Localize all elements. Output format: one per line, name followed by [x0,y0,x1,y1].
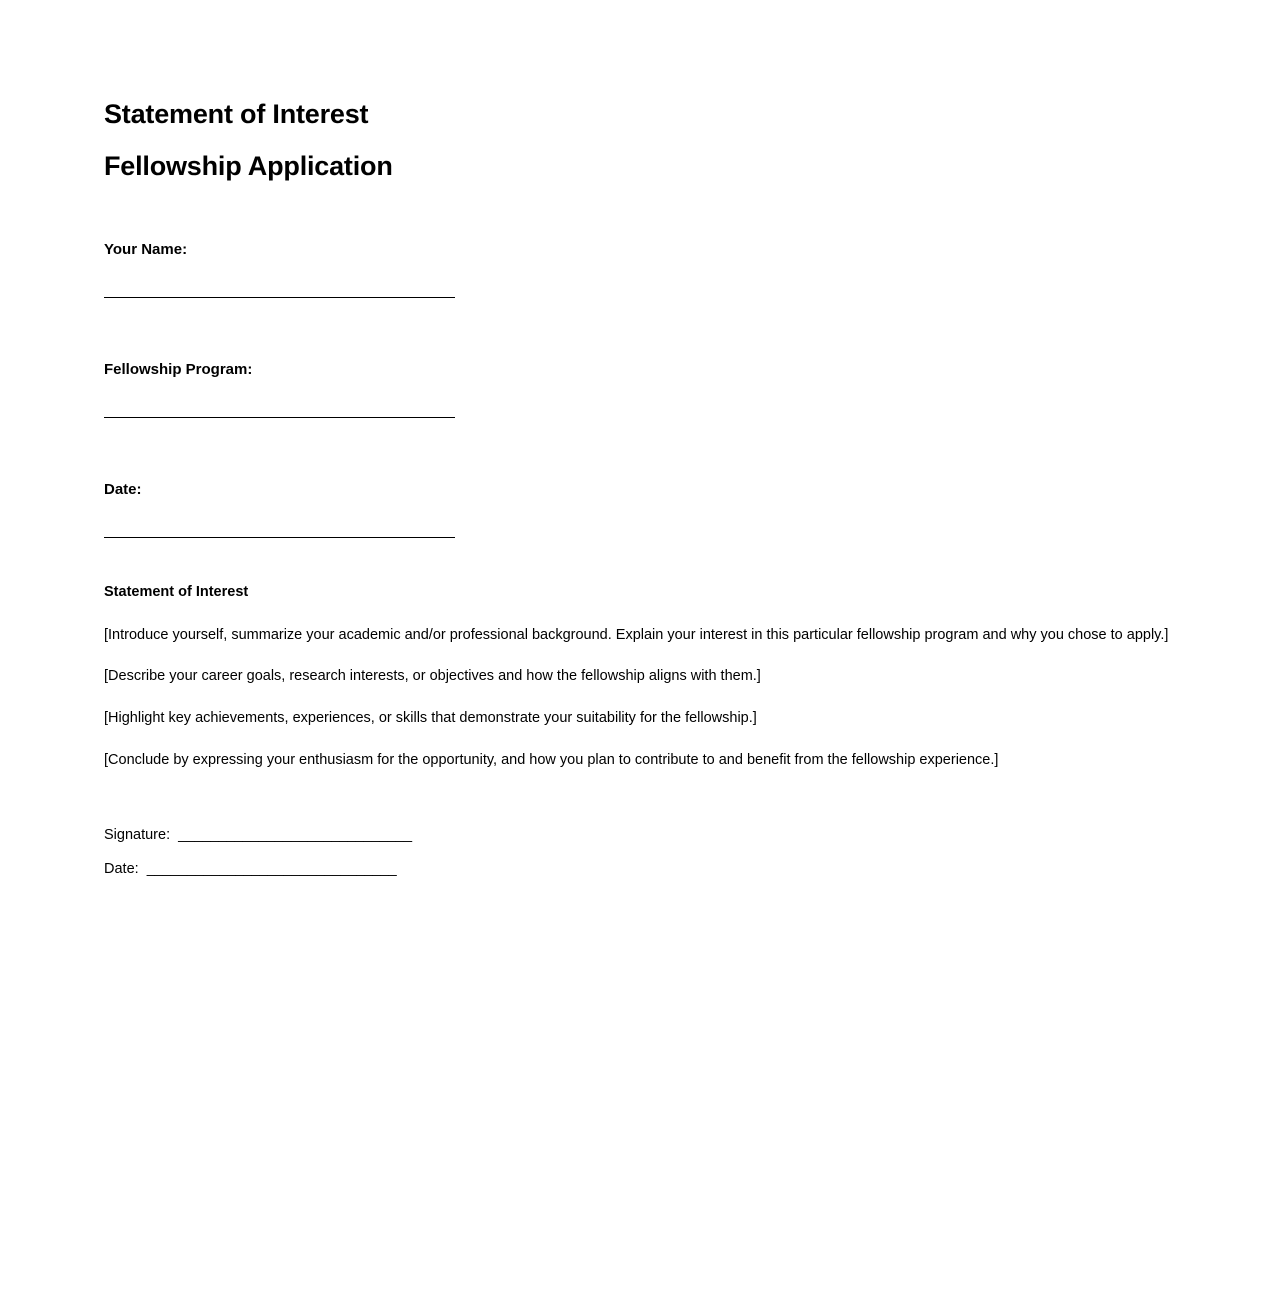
field-spacer [104,298,1174,360]
field-label-your-name: Your Name: [104,241,188,258]
field-spacer [104,418,1174,480]
field-label-date: Date: [104,481,142,498]
paragraph-spacer [104,731,1174,747]
statement-paragraph-2: [Describe your career goals, research interests, or objectives and how the fellowship aligns with them.] [104,668,761,684]
signature-spacer [104,845,1174,859]
page-title [104,88,1174,192]
statement-paragraph-3: [Highlight key achievements, experiences, or skills that demonstrate your suitability for the fellowship.] [104,710,757,726]
field-label-fellowship-program: Fellowship Program: [104,361,253,378]
section-heading-statement-of-interest: Statement of Interest [104,584,249,600]
section-spacer [104,538,1174,583]
page-title-line-2: Fellowship Application [104,151,393,181]
signature-line[interactable]: Signature: _____________________________ [104,827,413,843]
page-title-line-1: Statement of Interest [104,99,369,129]
heading-spacer [104,602,1174,622]
signature-date-line[interactable]: Date: _______________________________ [104,861,397,877]
paragraph-spacer [104,689,1174,705]
paragraph-spacer [104,648,1174,663]
statement-paragraph-4: [Conclude by expressing your enthusiasm for the opportunity, and how you plan to contribute to and benefit from the fellowship experience.] [104,752,999,768]
field-your-name [104,240,1174,298]
statement-paragraph-1: [Introduce yourself, summarize your academic and/or professional background. Explain your interest in this particular fellowship program and why you chose to apply.] [104,627,1169,643]
signature-block-spacer [104,773,1174,825]
field-date [104,480,1174,538]
field-fellowship-program [104,360,1174,418]
